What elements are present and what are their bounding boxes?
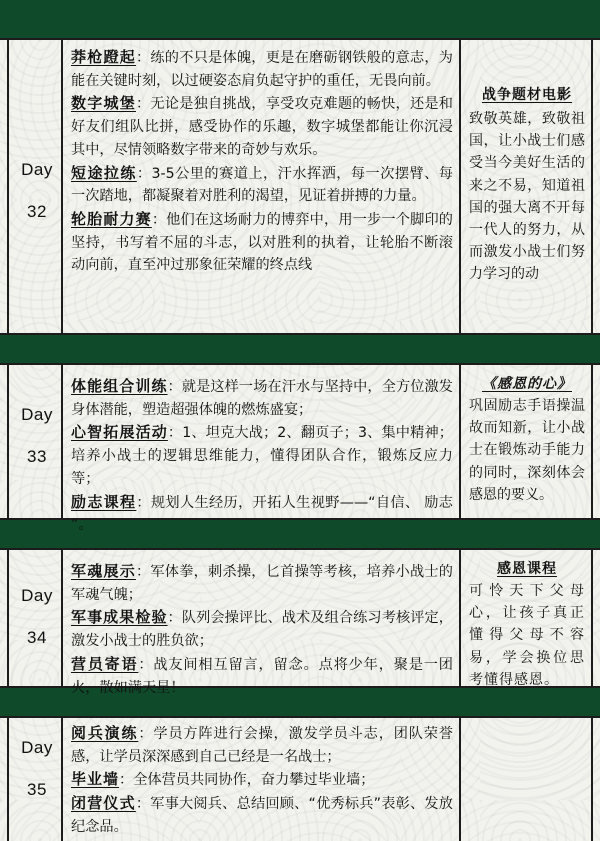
film-title: 感恩课程: [497, 561, 557, 577]
activity-title: 莽枪蹬起: [71, 48, 136, 66]
day-label: Day: [21, 738, 53, 757]
activity-item: [71, 162, 453, 208]
activities-cell: [63, 40, 461, 333]
film-text: 可怜天下父母心，让孩子真正懂得父母不容易，学会换位思考懂得感恩。: [469, 583, 585, 688]
activity-title: 体能组合训练: [71, 377, 168, 395]
film-title: 战争题材电影: [482, 87, 572, 103]
activity-item: [71, 208, 453, 277]
activity-item: [71, 421, 453, 490]
day-row-33: [0, 363, 600, 534]
activity-item: [71, 722, 453, 768]
activity-item: [71, 491, 453, 537]
day-cell: [7, 550, 63, 686]
day-cell: [7, 365, 63, 518]
day-number: 33: [27, 447, 47, 466]
day-number: 32: [27, 202, 47, 221]
activity-text: ：军事大阅兵、总结回顾、“优秀标兵”表彰、发放纪念品。: [71, 796, 453, 835]
day-cell: [7, 718, 63, 841]
separator-band: [0, 335, 600, 363]
day-number: 35: [27, 780, 47, 799]
activity-title: 营员寄语: [71, 654, 139, 673]
activity-title: 轮胎耐力赛: [71, 209, 152, 228]
activity-text: ：学员方阵进行会操，激发学员斗志，团队荣誉感，让学员深深感到自己已经是一名战士；: [71, 726, 453, 765]
activity-title: 励志课程: [71, 492, 137, 511]
activity-text: ：规划人生经历，开拓人生视野——“自信、 励志 ”。: [71, 494, 453, 534]
activity-title: 军事成果检验: [71, 608, 168, 627]
film-title: 《感恩的心》: [482, 376, 572, 392]
activity-item: [71, 560, 453, 606]
film-cell: [461, 550, 593, 686]
day-label: Day: [21, 160, 53, 179]
activity-item: [71, 375, 453, 421]
activity-item: [71, 653, 453, 699]
activity-text: ：练的不只是体魄，更是在磨砺钢铁般的意志，为能在关键时刻，以过硬姿态肩负起守护的重任，无畏向前。: [71, 50, 453, 89]
day-row-35: [0, 716, 600, 841]
day-label: Day: [21, 586, 53, 605]
activity-item: [71, 46, 453, 92]
activity-item: [71, 768, 453, 792]
activity-text: ：就是这样一场在汗水与坚持中，全方位激发身体潜能，塑造超强体魄的燃炼盛宴；: [71, 379, 453, 418]
activity-title: 军魂展示: [71, 562, 136, 580]
activity-text: ：他们在这场耐力的博弈中，用一步一个脚印的坚持，书写着不屈的斗志，以对胜利的执着，让轮胎不断滚动向前，直至冲过那象征荣耀的终点线: [71, 211, 453, 274]
activity-title: 阅兵演练: [71, 724, 139, 742]
activity-text: ：队列会操评比、战术及组合练习考核评定，激发小战士的胜负欲；: [71, 610, 453, 650]
activities-cell: [63, 365, 461, 534]
activity-text: ：全体营员共同协作，奋力攀过毕业墙；: [119, 772, 375, 789]
day-number: 34: [27, 628, 47, 647]
activity-text: ：无论是独自挑战，享受攻克难题的畅快，还是和好友们组队比拼，感受协作的乐趣，数字城堡都能让你沉浸其中，尽情领略数字带来的奇妙与欢乐。: [71, 96, 453, 158]
film-cell: [461, 365, 593, 518]
activity-item: [71, 606, 453, 652]
day-cell: [7, 40, 63, 333]
activity-title: 毕业墙: [71, 770, 120, 789]
activity-text: ：军体拳，刺杀操，匕首操等考核，培养小战士的军魂气魄；: [71, 564, 453, 603]
film-cell: [461, 718, 593, 841]
activity-text: ：1、坦克大战；2、翻页子；3、集中精神；培养小战士的逻辑思维能力，懂得团队合作，锻炼反应力等；: [71, 425, 453, 487]
day-row-32: [0, 38, 600, 335]
activities-cell: [63, 550, 461, 696]
day-row-34: [0, 548, 600, 696]
activity-item: [71, 92, 453, 161]
activity-text: ：战友间相互留言，留念。点将少年，聚是一团火，散如满天星！: [71, 656, 453, 696]
activity-title: 心智拓展活动: [71, 423, 168, 442]
film-text: 巩固励志手语操温故而知新，让小战士在锻炼动手能力的同时，深刻体会感恩的要义。: [469, 398, 585, 503]
film-cell: [461, 40, 593, 333]
activities-cell: [63, 718, 461, 841]
activity-title: 短途拉练: [71, 163, 137, 182]
header-band: [0, 0, 600, 38]
film-text: 致敬英雄，致敬祖国，让小战士们感受当今美好生活的来之不易，知道祖国的强大离不开每一代人的努力，从而激发小战士们努力学习的动: [469, 111, 585, 283]
activity-title: 闭营仪式: [71, 794, 136, 813]
activity-text: ：3-5公里的赛道上，汗水挥洒，每一次摆臂、每一次踏地，都凝聚着对胜利的渴望，见证着拼搏的力量。: [71, 165, 453, 205]
day-label: Day: [21, 405, 53, 424]
activity-title: 数字城堡: [71, 94, 136, 113]
activity-item: [71, 792, 453, 838]
